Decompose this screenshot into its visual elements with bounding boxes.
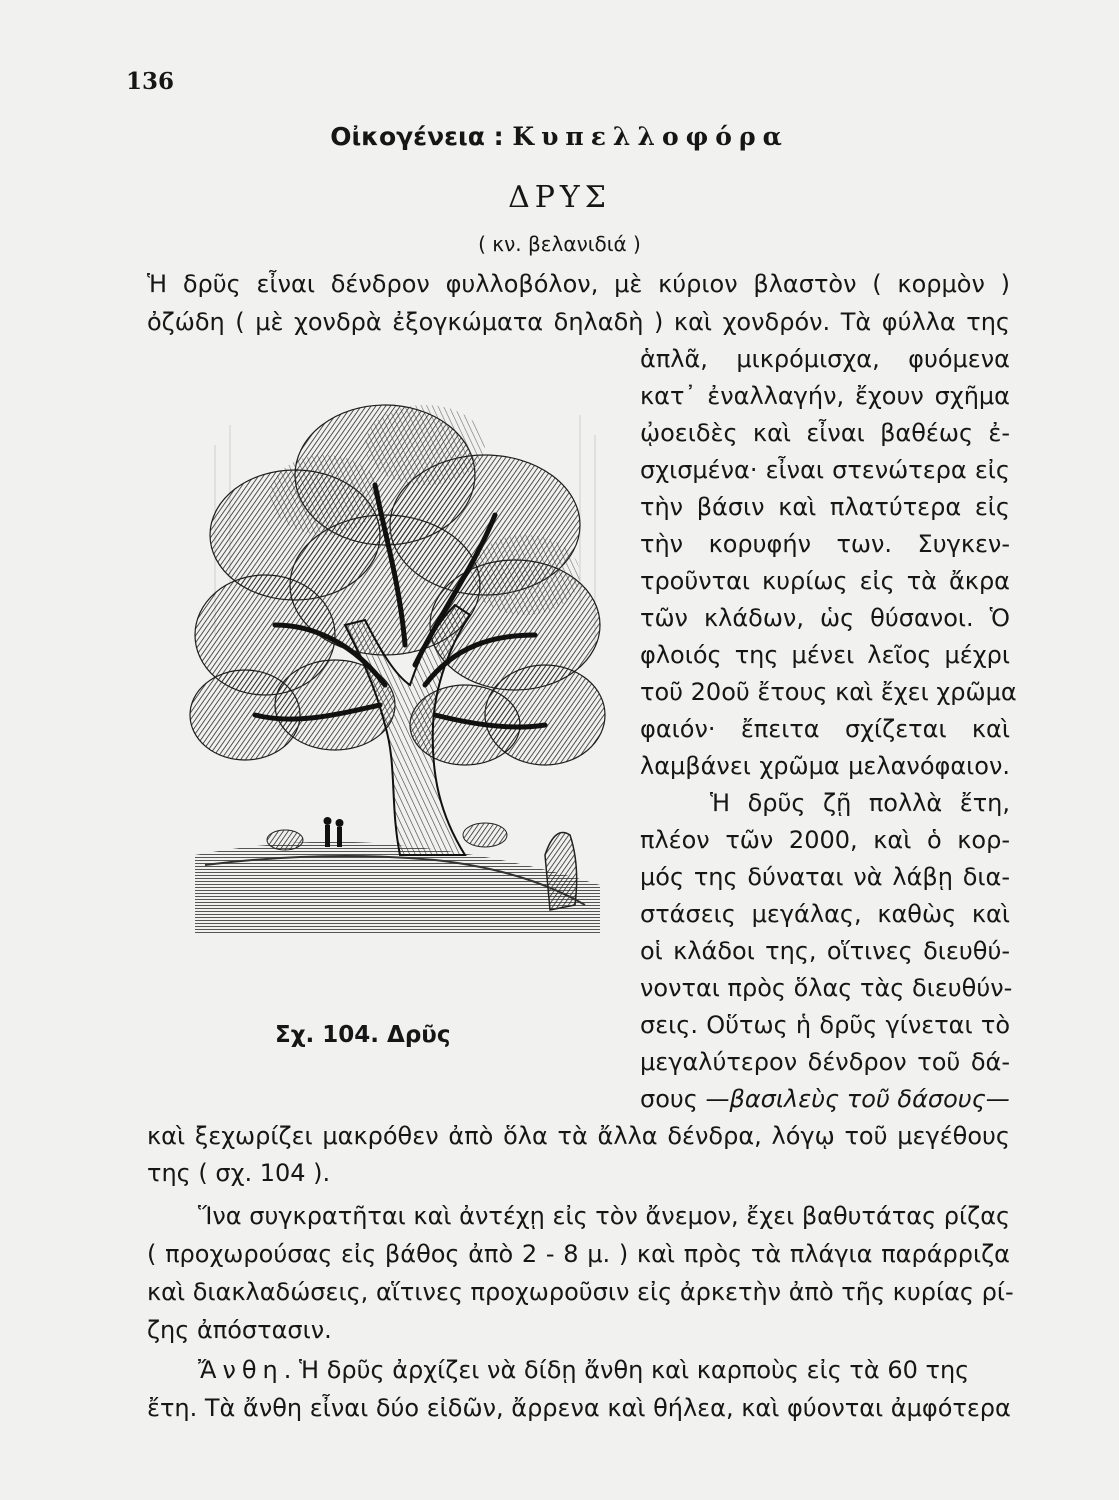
text-line: τὴν κορυφήν των. Συγκεν- <box>640 530 1010 558</box>
text-line: τὴν βάσιν καὶ πλατύτερα εἰς <box>640 493 1010 521</box>
text-line: Ἡ δρῦς ζῇ πολλὰ ἔτη, <box>710 789 1010 817</box>
text-line: ἔτη. Τὰ ἄνθη εἶναι δύο εἰδῶν, ἄρρενα καὶ θήλεα, καὶ φύονται ἀμφότερα <box>147 1394 1011 1422</box>
text-line: πλέον τῶν 2000, καὶ ὁ κορ- <box>640 826 1010 854</box>
page-subtitle: ( κν. βελανιδιά ) <box>478 232 641 256</box>
text-line: ὀζώδη ( μὲ χονδρὰ ἐξογκώματα δηλαδὴ ) καὶ χονδρόν. Τὰ φύλλα της <box>147 308 1010 336</box>
page-title: ΔΡΥΣ <box>508 180 611 215</box>
page-number: 136 <box>126 68 175 95</box>
text-line: οἱ κλάδοι της, οἵτινες διευθύ- <box>640 937 1010 965</box>
italic-phrase: —βασιλεὺς τοῦ δάσους— <box>705 1085 1010 1113</box>
text-line: φλοιός της μένει λεῖος μέχρι <box>640 641 1010 669</box>
family-heading <box>0 122 1119 151</box>
text-line: ( προχωρούσας εἰς βάθος ἀπὸ 2 - 8 μ. ) καὶ πρὸς τὰ πλάγια παράρριζα <box>147 1240 1010 1268</box>
text-line-with-italic <box>640 1083 1010 1115</box>
text-line: φαιόν· ἔπειτα σχίζεται καὶ <box>640 715 1010 743</box>
text-line: ᾠοειδὲς καὶ εἶναι βαθέως ἐ- <box>640 419 1010 447</box>
text-line: σχισμένα· εἶναι στενώτερα εἰς <box>640 456 1010 484</box>
oak-tree-illustration <box>185 385 610 945</box>
text-line: τροῦνται κυρίως εἰς τὰ ἄκρα <box>640 567 1010 595</box>
text-line: ἁπλᾶ, μικρόμισχα, φυόμενα <box>640 345 1010 373</box>
text-fragment: σους <box>640 1085 698 1113</box>
text-line: κατ᾽ ἐναλλαγήν, ἔχουν σχῆμα <box>640 382 1010 410</box>
text-line: νονται πρὸς ὅλας τὰς διευθύν- <box>640 974 1013 1002</box>
text-line: λαμβάνει χρῶμα μελανόφαιον. <box>640 752 1010 780</box>
text-line: καὶ ξεχωρίζει μακρόθεν ἀπὸ ὅλα τὰ ἄλλα δένδρα, λόγῳ τοῦ μεγέθους <box>147 1122 1010 1150</box>
family-label: Οἰκογένεια : <box>330 122 504 151</box>
text-line: μεγαλύτερον δένδρον τοῦ δά- <box>640 1048 1010 1076</box>
text-line: καὶ διακλαδώσεις, αἵτινες προχωροῦσιν εἰς ἀρκετὴν ἀπὸ τῆς κυρίας ρί- <box>147 1278 1014 1306</box>
text-line: της ( σχ. 104 ). <box>147 1159 331 1187</box>
family-name: Κυπελλοφόρα <box>512 122 789 151</box>
text-line: μός της δύναται νὰ λάβῃ δια- <box>640 863 1010 891</box>
text-line: Ἡ δρῦς εἶναι δένδρον φυλλοβόλον, μὲ κύριον βλαστὸν ( κορμὸν ) <box>147 270 1010 298</box>
text-line: ζης ἀπόστασιν. <box>147 1316 332 1344</box>
text-line: Ἵνα συγκρατῆται καὶ ἀντέχῃ εἰς τὸν ἄνεμον, ἔχει βαθυτάτας ρίζας <box>198 1202 1011 1230</box>
text-fragment: . Ἡ δρῦς ἀρχίζει νὰ δίδῃ ἄνθη καὶ καρποὺς εἰς τὰ 60 της <box>283 1356 970 1384</box>
text-line: τοῦ 20οῦ ἔτους καὶ ἔχει χρῶμα <box>640 678 1017 706</box>
section-word: Ἄνθη <box>198 1356 284 1384</box>
figure-caption: Σχ. 104. Δρῦς <box>275 1022 451 1048</box>
text-line: σεις. Οὕτως ἡ δρῦς γίνεται τὸ <box>640 1011 1010 1039</box>
text-line-section <box>198 1354 1010 1386</box>
text-line: στάσεις μεγάλας, καθὼς καὶ <box>640 900 1010 928</box>
text-line: τῶν κλάδων, ὡς θύσανοι. Ὁ <box>640 604 1010 632</box>
